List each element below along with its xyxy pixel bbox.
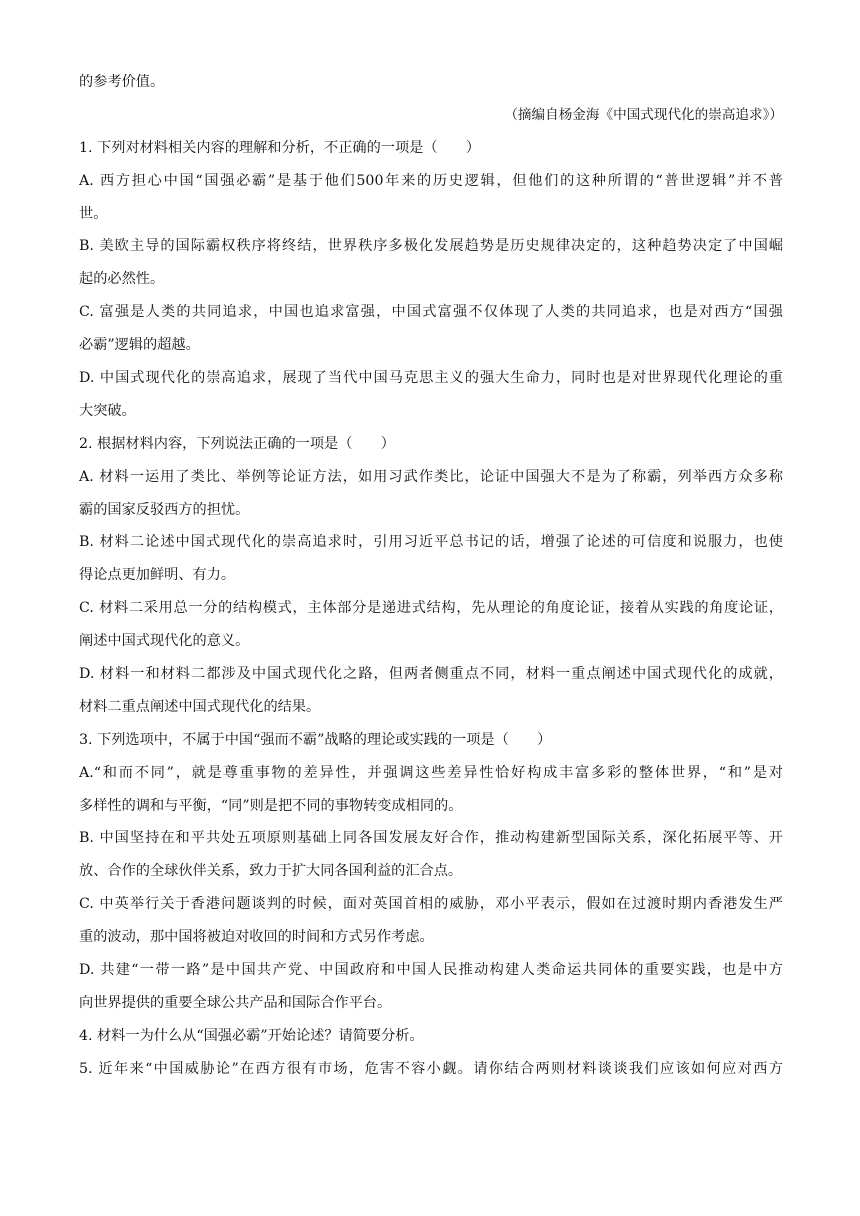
question-1-option-c	[79, 296, 783, 362]
question-4	[79, 1020, 783, 1053]
question-3	[79, 724, 783, 1020]
option-line: B. 中国坚持在和平共处五项原则基础上同各国发展友好合作，推动构建新型国际关系，深化拓展平等、开	[79, 830, 783, 847]
intro-tail: 的参考价值。	[79, 74, 165, 90]
option-line: 霸的国家反驳西方的担忧。	[79, 501, 250, 518]
question-1-option-a	[79, 165, 783, 231]
option-line: 大突破。	[79, 402, 136, 419]
question-3-option-d	[79, 954, 783, 1020]
question-1	[79, 132, 783, 428]
question-1-option-d	[79, 362, 783, 428]
option-line: 重的波动，那中国将被迫对收回的时间和方式另作考虑。	[79, 929, 434, 946]
option-line: 向世界提供的重要全球公共产品和国际合作平台。	[79, 994, 392, 1011]
option-line: D. 共建“一带一路”是中国共产党、中国政府和中国人民推动构建人类命运共同体的重要实践，也是中方	[79, 962, 783, 979]
question-2-option-a	[79, 461, 783, 527]
option-line: 得论点更加鲜明、有力。	[79, 567, 236, 584]
question-4-stem: 4. 材料一为什么从“国强必霸”开始论述？请简要分析。	[79, 1027, 424, 1044]
option-line: 材料二重点阐述中国式现代化的结果。	[79, 698, 321, 715]
question-5-stem: 5. 近年来“中国威胁论”在西方很有市场，危害不容小觑。请你结合两则材料谈谈我们应该如何应对西方	[79, 1060, 783, 1077]
question-3-stem: 3. 下列选项中，不属于中国“强而不霸”战略的理论或实践的一项是（ ）	[79, 731, 552, 748]
option-line: D. 中国式现代化的崇高追求，展现了当代中国马克思主义的强大生命力，同时也是对世界现代化理论的重	[79, 370, 783, 387]
option-line: B. 材料二论述中国式现代化的崇高追求时，引用习近平总书记的话，增强了论述的可信度和说服力，也使	[79, 534, 783, 551]
document-body	[79, 66, 783, 1086]
option-line: C. 富强是人类的共同追求，中国也追求富强，中国式富强不仅体现了人类的共同追求，也是对西方“国强	[79, 304, 783, 321]
option-line: 起的必然性。	[79, 271, 165, 288]
source-citation: （摘编自杨金海《中国式现代化的崇高追求》）	[504, 106, 783, 123]
question-5	[79, 1053, 783, 1086]
option-line: A. 西方担心中国“国强必霸”是基于他们500年来的历史逻辑，但他们的这种所谓的“普世逻辑”并不普	[79, 172, 783, 189]
question-1-option-b	[79, 230, 783, 296]
option-line: C. 材料二采用总一分的结构模式，主体部分是递进式结构，先从理论的角度论证，接着从实践的角度论证，	[79, 600, 783, 617]
option-line: 放、合作的全球伙伴关系，致力于扩大同各国利益的汇合点。	[79, 863, 463, 880]
question-3-option-a	[79, 757, 783, 823]
option-line: 必霸”逻辑的超越。	[79, 337, 200, 354]
option-line: A.“和而不同”，就是尊重事物的差异性，并强调这些差异性恰好构成丰富多彩的整体世界，“和”是对	[79, 764, 783, 781]
question-3-option-c	[79, 888, 783, 954]
option-line: 阐述中国式现代化的意义。	[79, 633, 250, 650]
option-line: D. 材料一和材料二都涉及中国式现代化之路，但两者侧重点不同，材料一重点阐述中国式现代化的成就，	[79, 666, 783, 683]
question-2-option-b	[79, 526, 783, 592]
option-line: 多样性的调和与平衡，“同”则是把不同的事物转变成相同的。	[79, 797, 463, 814]
option-line: A. 材料一运用了类比、举例等论证方法，如用习武作类比，论证中国强大不是为了称霸，列举西方众多称	[79, 468, 783, 485]
option-line: 世。	[79, 205, 108, 222]
option-line: B. 美欧主导的国际霸权秩序将终结，世界秩序多极化发展趋势是历史规律决定的，这种趋势决定了中国崛	[79, 238, 783, 255]
question-3-option-b	[79, 822, 783, 888]
question-2-option-c	[79, 592, 783, 658]
option-line: C. 中英举行关于香港问题谈判的时候，面对英国首相的威胁，邓小平表示，假如在过渡时期内香港发生严	[79, 896, 783, 913]
question-2-stem: 2. 根据材料内容，下列说法正确的一项是（ ）	[79, 435, 395, 452]
question-2	[79, 428, 783, 724]
question-1-stem: 1. 下列对材料相关内容的理解和分析，不正确的一项是（ ）	[79, 139, 481, 156]
question-2-option-d	[79, 658, 783, 724]
